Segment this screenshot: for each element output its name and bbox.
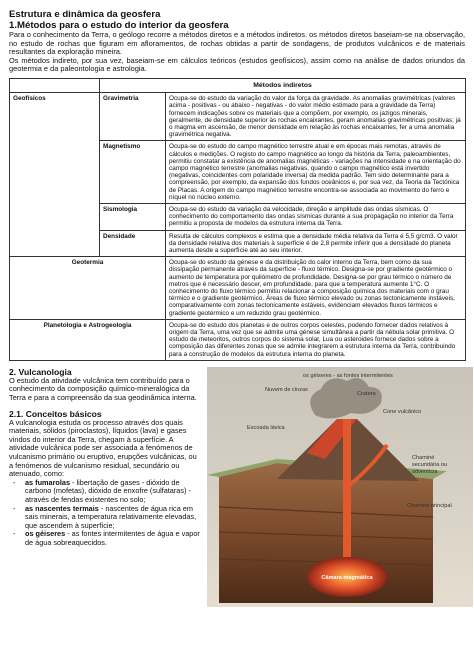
secondary-volcanism-list xyxy=(9,479,201,548)
list-item-text: - as fontes intermitentes de água e vapor de água sobreaquecidos. xyxy=(25,529,200,547)
volcanology-text xyxy=(9,367,201,548)
method-name: Planetologia e Astrogeologia xyxy=(10,319,166,360)
method-description: Resulta de cálculos complexos e estima que a densidade média relativa da Terra é 5,5 g/cm3. O valor da densidade relativa dos materiais à superfície é de 2,8 permite inferir que a densidade do planeta aumenta desde a superfície até ao seu interior. xyxy=(166,230,466,257)
table-header-row xyxy=(10,78,466,92)
method-description: Ocupa-se do estudo da variação da velocidade, direção e amplitude das ondas sísmicas. O conhecimento do comportamento das ondas sísmicas durante a sua propagação no interior da Terra permitiu a proposta de modelos da estrutura interna da Terra. xyxy=(166,204,466,231)
main-chimney-shape xyxy=(343,419,351,569)
label-magma-chamber: Câmara magmática xyxy=(321,574,373,581)
volcanology-section xyxy=(9,367,466,627)
label-main-chimney: Chaminé principal xyxy=(407,502,452,509)
method-description: Ocupa-se do estudo do campo magnético terrestre atual e em épocas mais remotas, através de cálculos e medições. O registo do campo magnético ao longo da história da Terra, paleoambientes, permitiu constatar a existência de anomalias magnéticas - variações na intensidade e na orientação do campo magnético terrestre (anomalias negativas, quando o campo magnético está invertido (negativas, coincidentes com polaridade inversa) da medida padrão. Tem sido determinante para a compreensão, por exemplo, da expansão dos fundos oceânicos e, por sua vez, da Teoria da Tectónica de Placas. A origem do campo magnético terrestre encontra-se associada ao movimento do ferro e níquel no núcleo externo. xyxy=(166,141,466,204)
category-geofisicos: Geofísicos xyxy=(10,93,100,257)
list-item-term: as fumarolas xyxy=(25,477,71,487)
list-item: - as nascentes termais - nascentes de água rica em sais minerais, a temperatura relativamente elevadas, que ascendem à superfície; xyxy=(13,503,197,530)
method-name: Sismologia xyxy=(100,204,166,231)
list-item-text: - libertação de gases - dióxido de carbono (mofetas), dióxido de enxofre (sulfataras) - através de fendas existentes no solo; xyxy=(25,477,191,504)
section-2-intro: O estudo da atividade vulcânica tem contribuído para o conhecimento da composição químico-mineralógica da Terra e para a compreensão da sua geodinâmica interna. xyxy=(9,375,197,403)
volcano-illustration xyxy=(207,367,473,607)
method-description: Ocupa-se do estudo da variação do valor da força da gravidade. As anomalias gravimétricas (valores acima - positivas - ou abaixo - negativas - do valor médio estimado para a gravidade da Terra) fornecem indicações sobre os materiais que a compõem, por exemplo, os jazigos minerais, geralmente, de densidade superior às rochas encaixantes, geram anomalias gravimétricas positivas; já o magma em ascensão, de menor densidade em relação às rochas encaixantes, fer a uma anomalia gravimétrica negativa. xyxy=(166,93,466,141)
section-1-paragraph-1: Para o conhecimento da Terra, o geólogo recorre a métodos diretos e a métodos indiretos. os métodos diretos baseiam-se na observação, no estudo de rochas que figuram em afloramentos, de rochas obtidas a partir de sondagens, de produtos vulcânicos e de materiais resultantes da exploração mineira. xyxy=(9,30,465,57)
method-name: Geotermia xyxy=(10,257,166,320)
label-secondary-chimney-line: secundária ou xyxy=(412,461,448,468)
label-volcanic-cone: Cone vulcânico xyxy=(383,408,422,415)
table-row xyxy=(10,319,466,360)
label-ash-cloud: Nuvem de cinzas xyxy=(265,386,308,393)
label-secondary-chimney-line: adventícia xyxy=(412,468,438,475)
list-item-term: as nascentes termais xyxy=(25,503,99,513)
page-title: Estrutura e dinâmica da geosfera xyxy=(9,9,161,20)
label-lava-flow: Escoada lávica xyxy=(247,424,285,431)
list-item: - as fumarolas - libertação de gases - dióxido de carbono (mofetas), dióxido de enxofre (sulfataras) - através de fendas existentes no solo; xyxy=(13,477,191,504)
label-geiseres: os géiseres - as fontes intermitentes xyxy=(303,372,393,379)
method-name: Magnetismo xyxy=(100,141,166,204)
method-description: Ocupa-se do estudo dos planetas e de outros corpos celestes, podendo fornecer dados relativos à origem da Terra, uma vez que se admite uma génese simultânea a partir da nébula solar primitiva. O estudo de meteoritos, outros corpos do sistema solar, Lua ou asteroides fornece dados sobre a composição das diferentes zonas que se admite integrarem a estrutura interna da Terra, contribuindo para a construção de modelos da estrutura interna do planeta. xyxy=(166,319,466,360)
section-2-heading: 2. Vulcanologia xyxy=(9,366,72,377)
list-item-term: os géiseres xyxy=(25,529,66,539)
table-header: Métodos indiretos xyxy=(100,78,466,92)
section-2-1-heading: 2.1. Conceitos básicos xyxy=(9,408,102,419)
table-row xyxy=(10,257,466,320)
method-description: Ocupa-se do estudo da génese e da distribuição do calor interno da Terra, bem como da sua dissipação permanente através da superfície - fluxo térmico. Designa-se por gradiente geotérmico o aumento de temperatura por quilómetro de profundidade. Designa-se por grau térmico o número de metros que é necessário descer, em profundidade, para que a temperatura aumente 1°C. O conhecimento do fluxo térmico permitiu relacionar a composição química dos materiais com o grau térmico e o gradiente geotérmico. Áreas de fluxo térmico elevado ou zonas tectonicamente instáveis, comparativamente com zonas tectonicamente estáveis, evidenciam elevados fluxos térmicos e gradiente geotérmico e um reduzido grau geotérmico. xyxy=(166,257,466,320)
section-1-paragraph-2: Os métodos indireto, por sua vez, baseiam-se em cálculos teóricos (estudos geofísicos), assim como na análise de dados oriundos da geotermia e da paleontologia e astrologia. xyxy=(9,55,465,74)
label-crater: Cratera xyxy=(357,390,376,397)
method-name: Densidade xyxy=(100,230,166,257)
section-2-1-paragraph: A vulcanologia estuda os processo através dos quais materiais, sólidos (piroclastos), líquidos (lava) e gases vindos do interior da Terra, chegam à superfície. A atividade vulcânica pode ser associada a fenómenos de vulcanismo primário ou eruptivo, erupções vulcânicas, ou a fenómenos de vulcanismo residual, secundário ou atenuado, como: xyxy=(9,417,197,479)
method-name: Gravimetria xyxy=(100,93,166,141)
list-item-text: - nascentes de água rica em sais minerais, a temperatura relativamente elevadas, que ascendem à superfície; xyxy=(25,503,197,530)
indirect-methods-table xyxy=(9,78,466,361)
table-row xyxy=(10,93,466,141)
section-1-heading: 1.Métodos para o estudo do interior da geosfera xyxy=(9,20,229,31)
label-secondary-chimney-line: Chaminé xyxy=(412,454,435,461)
list-item: - os géiseres - as fontes intermitentes de água e vapor de água sobreaquecidos. xyxy=(13,529,200,547)
volcano-diagram xyxy=(207,367,473,607)
